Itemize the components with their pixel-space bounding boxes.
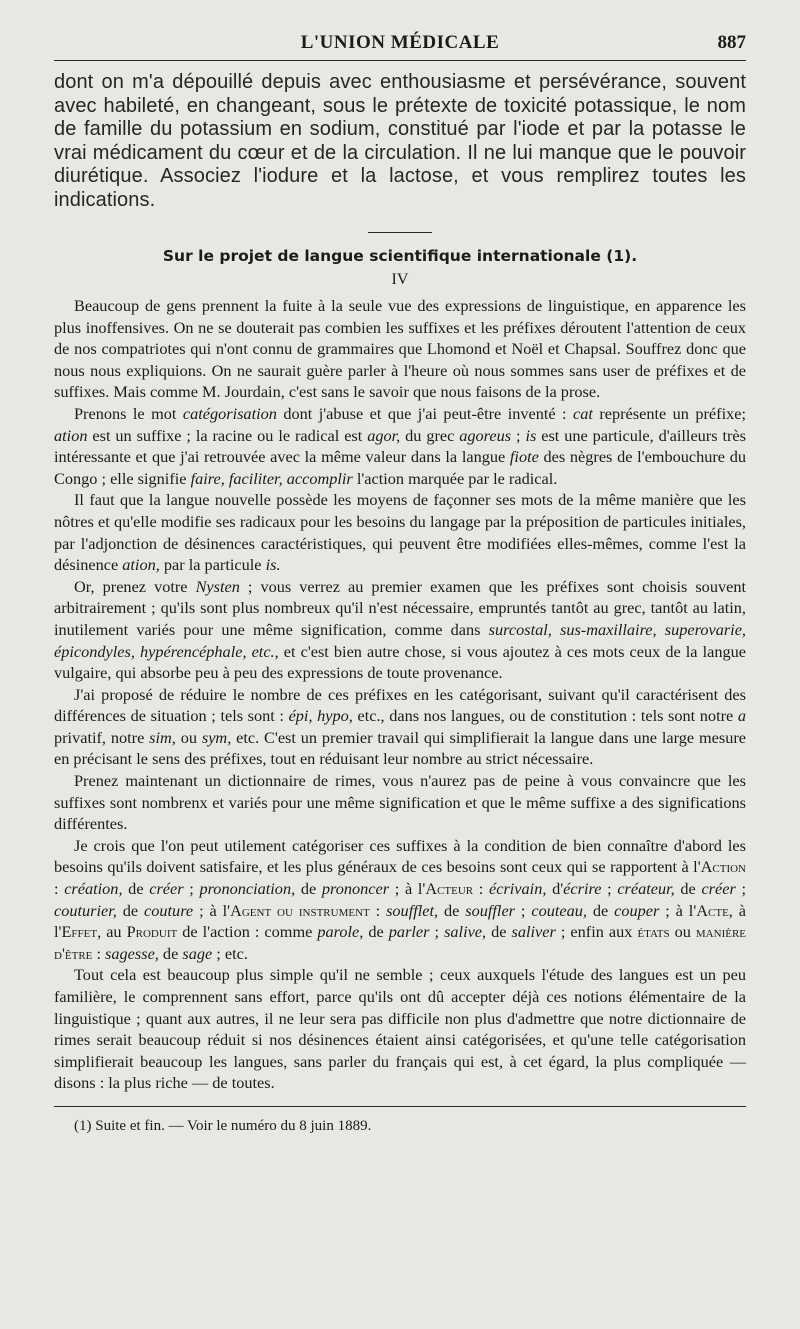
article-title: Sur le projet de langue scientifique internationale (1). [162, 247, 638, 265]
footnote: (1) Suite et fin. — Voir le numéro du 8 juin 1889. [74, 1117, 372, 1134]
paragraph-6: Prenez maintenant un dictionnaire de rimes, vous n'aurez pas de peine à vous convaincre que les suffixes sont nombrenx et variés pour une même signification et que le même suffixe a des significations différentes. [54, 771, 746, 834]
footnote-rule [54, 1106, 746, 1107]
page-number: 887 [717, 32, 746, 53]
journal-title: L'UNION MÉDICALE [300, 32, 500, 53]
article-body [54, 295, 746, 1094]
paragraph-7: Je crois que l'on peut utilement catégoriser ces suffixes à la condition de bien connaître d'abord les besoins qu'ils doivent satisfaire, et les plus généraux de ces besoins sont ceux qui se rapportent à l'Action : création, de créer ; prononciation, de prononcer ; à l'Acteur : écrivain, d'écrire ; créateur, de créer ; couturier, de couture ; à l'Agent ou instrument : soufflet, de souffler ; couteau, de couper ; à l'Acte, à l'Effet, au Produit de l'action : comme parole, de parler ; salive, de saliver ; enfin aux états ou manière d'être : sagesse, de sage ; etc. [54, 835, 747, 963]
opening-paragraph: dont on m'a dépouillé depuis avec enthousiasme et persévérance, souvent avec habileté, en changeant, sous le prétexte de toxicité potassique, le nom de famille du potassium en sodium, constitué par l'iode et par la potasse le vrai médicament du cœur et de la circulation. Il ne lui manque que le pouvoir diurétique. Associez l'iodure et la lactose, et vous remplirez toutes les indications. [54, 71, 746, 211]
paragraph-2: Prenons le mot catégorisation dont j'abuse et que j'ai peut-être inventé : cat représente un préfixe; ation est un suffixe ; la racine ou le radical est agor, du grec agoreus ; is est une particule, d'ailleurs très intéressante et que j'ai retrouvée avec la même valeur dans la langue fiote des nègres de l'embouchure du Congo ; elle signifie faire, faciliter, accomplir l'action marquée par le radical. [54, 403, 746, 488]
running-head [54, 30, 746, 61]
paragraph-3: Il faut que la langue nouvelle possède les moyens de façonner ses mots de la même manière que les nôtres et qu'elle modifie ses radicaux pour les besoins du langage par la préposition de particules initiales, par l'adjonction de désinences caractéristiques, qui peuvent être modifiées elles-mêmes, comme l'est la désinence ation, par la particule is. [54, 490, 746, 575]
paragraph-8: Tout cela est beaucoup plus simple qu'il ne semble ; ceux auxquels l'étude des langues est un peu familière, le comprennent sans effort, parce qu'ils ont dû accepter déjà ces notions élémentaire de la linguistique ; quant aux autres, il ne leur sera pas difficile non plus d'admettre que notre dictionnaire de rimes serait beaucoup réduit si nos désinences étaient ainsi catégorisées, et qu'une telle catégorisation simplifierait beaucoup les langues, sans parler du français qui est, à cet égard, la plus compliquée — disons : la plus riche — de toutes. [54, 965, 746, 1093]
paragraph-1: Beaucoup de gens prennent la fuite à la seule vue des expressions de linguistique, en apparence les plus inoffensives. On ne se douterait pas combien les suffixes et les préfixes déroutent l'attention de ceux de nos compatriotes qui n'ont connu de grammaires que Lhomond et Noël et Chapsal. Souffrez donc que nous nous expliquions. On ne saurait guère parler à l'heure où nous sommes sans user de préfixes et de suffixes. Mais comme M. Jourdain, c'est sans le savoir que nous faisons de la prose. [54, 296, 746, 402]
section-numeral: IV [391, 271, 409, 288]
article-separator-rule [368, 232, 432, 233]
paragraph-5: J'ai proposé de réduire le nombre de ces préfixes en les catégorisant, suivant qu'il caractérisent des différences de situation ; tels sont : épi, hypo, etc., dans nos langues, ou de constitution : tels sont notre a privatif, notre sim, ou sym, etc. C'est un premier travail qui simplifierait la langue dans une large mesure en précisant le sens des préfixes, tout en réduisant leur nombre au strict nécessaire. [54, 684, 746, 769]
paragraph-4: Or, prenez votre Nysten ; vous verrez au premier examen que les préfixes sont choisis souvent arbitrairement ; qu'ils sont plus nombreux qu'il n'est nécessaire, empruntés tantôt au grec, tantôt au latin, inutilement variés pour une même signification, comme dans surcostal, sus-maxillaire, superovarie, épicondyles, hypérencéphale, etc., et c'est bien autre chose, si vous ajoutez à ces mots ceux de la langue vulgaire, qui absorbe peu à peu des expressions de toute provenance. [54, 576, 747, 683]
previous-article-ending [54, 71, 746, 212]
